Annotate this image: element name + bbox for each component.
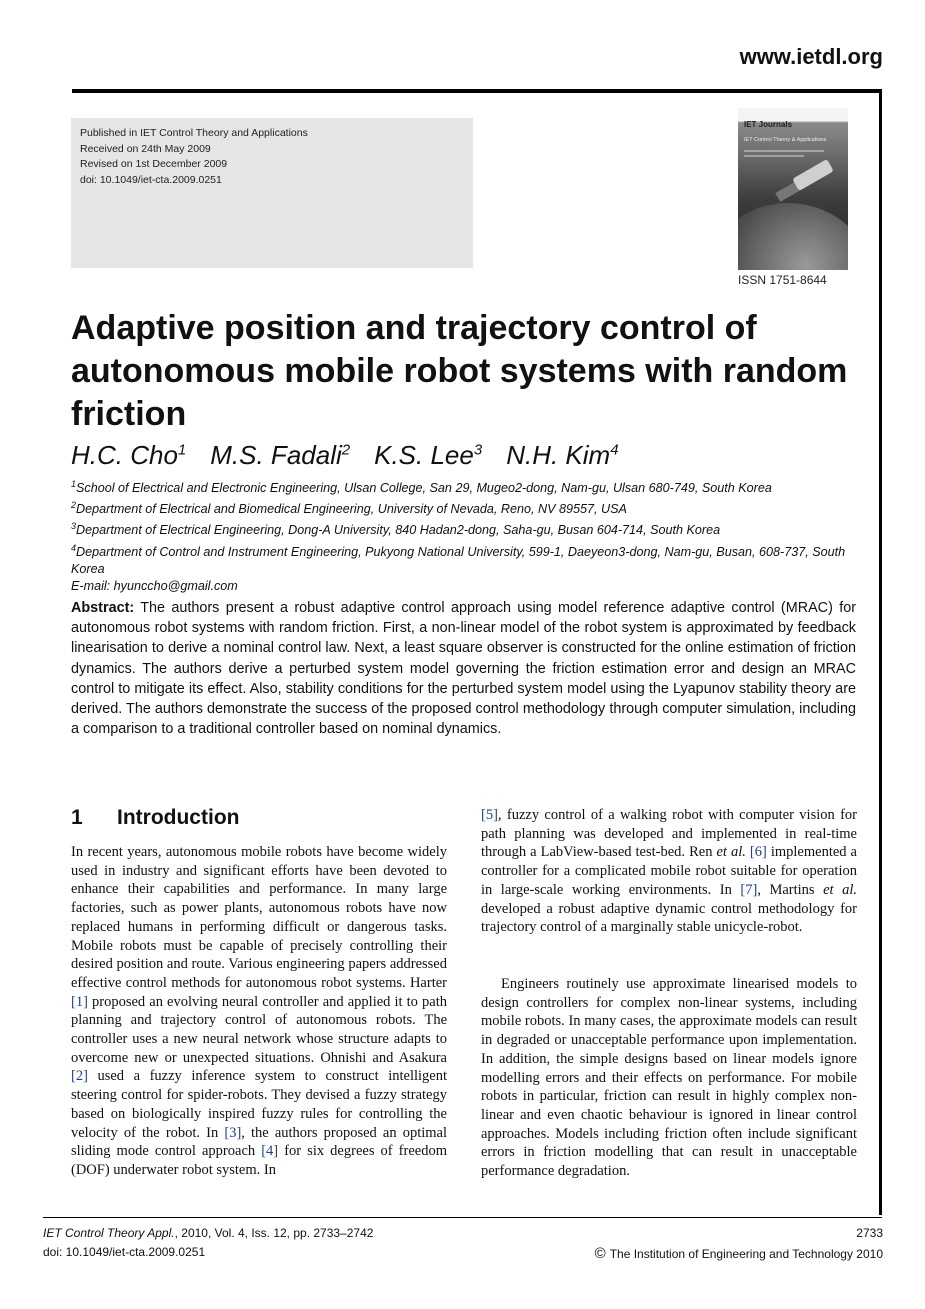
affiliation-list bbox=[71, 476, 871, 578]
footer-volume-info: , 2010, Vol. 4, Iss. 12, pp. 2733–2742 bbox=[174, 1226, 374, 1240]
affiliations bbox=[71, 476, 871, 595]
revised-date: Revised on 1st December 2009 bbox=[80, 158, 228, 170]
affiliation-number: 1 bbox=[71, 479, 77, 489]
citation-link[interactable]: [3] bbox=[224, 1124, 242, 1141]
author-list bbox=[71, 440, 643, 471]
citation-link[interactable]: [6] bbox=[749, 844, 767, 861]
affiliation-text: School of Electrical and Electronic Engineering, Ulsan College, San 29, Mugeo2-dong, Nam-gu, Ulsan 680-749, South Korea bbox=[76, 481, 772, 496]
abstract bbox=[71, 598, 856, 739]
author-affiliation-marker: 1 bbox=[177, 441, 187, 459]
published-in: Published in IET Control Theory and Applications bbox=[80, 127, 308, 139]
affiliation-text: Department of Electrical Engineering, Dong-A University, 840 Hadan2-dong, Saha-gu, Busan 604-714, South Korea bbox=[76, 523, 721, 538]
cover-logo: IET Journals bbox=[744, 120, 793, 129]
body-text: , the authors proposed an optimal sliding mode control approach bbox=[71, 1124, 447, 1160]
affiliation-number: 4 bbox=[71, 542, 77, 553]
citation-link[interactable]: [2] bbox=[71, 1068, 88, 1085]
cover-text-line bbox=[744, 150, 824, 152]
affiliation-number: 2 bbox=[71, 500, 77, 511]
section-title: Introduction bbox=[117, 806, 240, 829]
body-text: for six degrees of freedom (DOF) underwater robot system. In bbox=[71, 1143, 447, 1178]
citation-link[interactable]: [5] bbox=[481, 807, 498, 823]
affiliation-item bbox=[71, 540, 871, 578]
cover-planet-graphic bbox=[738, 203, 848, 270]
citation-link[interactable]: [1] bbox=[71, 993, 88, 1010]
publication-info-box bbox=[71, 118, 473, 268]
citation-link[interactable]: [4] bbox=[261, 1143, 279, 1160]
citation-link[interactable]: [7] bbox=[740, 881, 758, 898]
affiliation-number: 3 bbox=[71, 521, 77, 532]
italic-text: et al. bbox=[823, 881, 858, 898]
author-affiliation-marker: 2 bbox=[341, 441, 351, 459]
section-heading bbox=[71, 806, 239, 830]
body-text: , Martins bbox=[757, 881, 824, 898]
body-text: , fuzzy control of a walking robot with computer vision for path planning was developed and implemented in real-time through a LabView-based test-bed. Ren bbox=[481, 807, 857, 861]
journal-cover-image bbox=[738, 108, 848, 270]
doi-link[interactable]: doi: 10.1049/iet-cta.2009.0251 bbox=[80, 173, 222, 186]
author-affiliation-marker: 3 bbox=[473, 441, 483, 459]
body-text: implemented a controller for a complicated mobile robot suitable for operation in large-scale working environments. In bbox=[481, 844, 857, 898]
footer-copyright bbox=[595, 1245, 883, 1262]
body-text: proposed an evolving neural controller and applied it to path planning and trajectory control of autonomous robots. The controller uses a new neural network whose structure adapts to overcome new or unexpected situations. Ohnishi and Asakura bbox=[71, 993, 447, 1066]
affiliation-text: Department of Electrical and Biomedical Engineering, University of Nevada, Reno, NV 89557, USA bbox=[76, 502, 627, 517]
right-margin-rule bbox=[879, 89, 882, 1215]
cover-satellite-graphic bbox=[792, 159, 834, 191]
footer-journal-name: IET Control Theory Appl. bbox=[43, 1226, 175, 1240]
footer-rule bbox=[43, 1217, 882, 1218]
affiliation-item bbox=[71, 476, 871, 497]
body-text: developed a robust adaptive dynamic control methodology for trajectory control of a marginally stable unicycle-robot. bbox=[481, 900, 857, 936]
top-rule bbox=[72, 89, 882, 93]
abstract-label: Abstract: bbox=[71, 600, 135, 616]
author-name: K.S. Lee$^3$ bbox=[374, 440, 483, 470]
cover-journal-name: IET Control Theory & Applications bbox=[744, 137, 827, 143]
footer-doi[interactable]: doi: 10.1049/iet-cta.2009.0251 bbox=[43, 1245, 206, 1259]
article-title: Adaptive position and trajectory control of autonomous mobile robot systems with random friction bbox=[71, 309, 848, 433]
author-name: H.C. Cho$^1$ bbox=[71, 440, 187, 470]
body-text: In recent years, autonomous mobile robots have become widely used in industry and significant efforts have been devoted to enhance their capabilities and performance. In many large factories, such as power plants, autonomous robots have now replaced humans in performing difficult or dangerous tasks. Mobile robots must be capable of precisely controlling their desired position and route. Various engineering papers addressed effective control methods for autonomous robot systems. Harter bbox=[71, 844, 447, 991]
page-number: 2733 bbox=[856, 1226, 883, 1240]
abstract-text: The authors present a robust adaptive control approach using model reference adaptive control (MRAC) for autonomous robot systems with random friction. First, a non-linear model of the robot system is approximated by feedback linearisation to derive a nominal control law. Next, a least square observer is constructed for the online estimation of friction dynamics. The authors derive a perturbed system model governing the friction estimation error and design an MRAC control to mitigate its effect. Also, stability conditions for the perturbed system model using the Lyapunov stability theory are derived. The authors demonstrate the success of the proposed control methodology through computer simulation, including a comparison to a traditional controller based on nominal dynamics. bbox=[71, 600, 856, 738]
section-number: 1 bbox=[71, 806, 83, 829]
body-text: used a fuzzy inference system to construct intelligent steering control for spider-robots. They devised a fuzzy strategy based on biologically inspired fuzzy rules for controlling the velocity of the robot. In bbox=[71, 1068, 447, 1141]
copyright-icon: © bbox=[594, 1245, 606, 1262]
affiliation-item bbox=[71, 518, 871, 539]
affiliation-item bbox=[71, 497, 871, 518]
issn: ISSN 1751-8644 bbox=[738, 273, 827, 287]
author-name: N.H. Kim$^4$ bbox=[506, 440, 619, 470]
cover-text-line bbox=[744, 155, 804, 157]
footer-citation bbox=[43, 1226, 373, 1240]
site-url[interactable]: www.ietdl.org bbox=[739, 44, 883, 69]
author-name: M.S. Fadali$^2$ bbox=[210, 440, 351, 470]
affiliation-text: Department of Control and Instrument Engineering, Pukyong National University, 599-1, Daeyeon3-dong, Nam-gu, Busan, 608-737, South Korea bbox=[71, 544, 846, 576]
author-email[interactable]: E-mail: hyunccho@gmail.com bbox=[71, 578, 238, 593]
italic-text: et al. bbox=[716, 844, 746, 861]
body-right-column-paragraph-1 bbox=[481, 806, 857, 937]
received-date: Received on 24th May 2009 bbox=[80, 142, 211, 155]
body-left-column bbox=[71, 843, 447, 1180]
copyright-text: The Institution of Engineering and Technology 2010 bbox=[609, 1247, 883, 1261]
body-right-column-paragraph-2: Engineers routinely use approximate linearised models to design controllers for complex non-linear systems, including mobile robots. In many cases, the approximate models can result in degraded or unacceptable performance upon implementation. In addition, the simple designs based on linear models ignore modelling errors and their effects on performance. For mobile robots in particular, friction can result in highly complex non-linear and even chaotic behaviour is ignored in linear control approaches. Models including friction often include significant errors in friction modelling that can result in unacceptable performance degradation. bbox=[481, 976, 857, 1180]
author-affiliation-marker: 4 bbox=[610, 441, 619, 459]
